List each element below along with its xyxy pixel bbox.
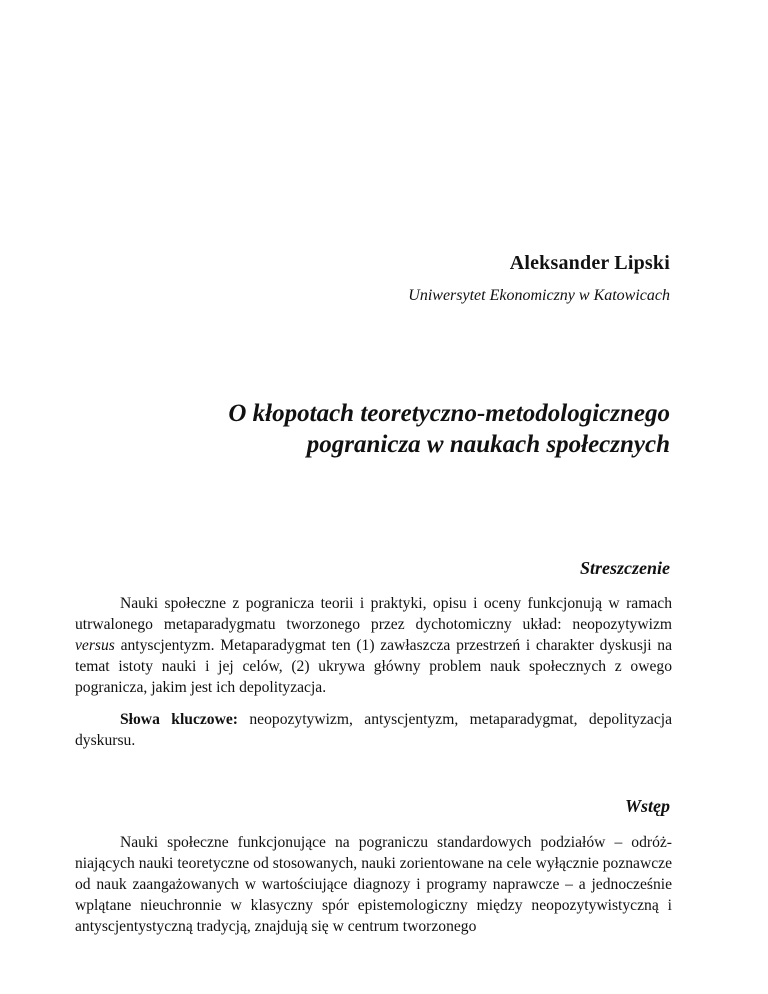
paper-title — [110, 398, 670, 460]
title-line-2: pogranicza w naukach społecznych — [306, 431, 670, 458]
title-line-1: O kłopotach teoretyczno-metodologicznego — [228, 400, 670, 427]
abstract-text-italic: versus — [75, 637, 115, 654]
abstract-text-part-1: Nauki społeczne z pogranicza teorii i praktyki, opisu i oceny funkcjonują w ramach utrwalonego metaparadygmatu tworzonego przez dychotomiczny układ: neopozytywizm — [75, 595, 672, 633]
abstract-heading: Streszczenie — [580, 558, 670, 578]
keywords-paragraph — [75, 709, 672, 751]
author-name: Aleksander Lipski — [509, 252, 670, 274]
keywords-label: Słowa kluczowe: — [120, 711, 238, 728]
intro-paragraph: Nauki społeczne funkcjonujące na pograniczu standardowych podziałów – odróżniających nauki teoretyczne od stosowanych, nauki zorientowane na cele wyłącznie poznawcze od nauk zaangażowanych w wartościujące diagnozy i programy naprawcze – a jednocześnie wplątane nieuchronnie w klasyczny spór epistemologiczny między neopozytywistyczną i antyscjentystyczną tradycją, znajdują się w centrum tworzonego — [75, 834, 672, 935]
author-affiliation: Uniwersytet Ekonomiczny w Katowicach — [408, 287, 670, 304]
abstract-paragraph — [75, 593, 672, 698]
abstract-text-part-2: antyscjentyzm. Metaparadygmat ten (1) zawłaszcza przestrzeń i charakter dyskusji na temat istoty nauki i jej celów, (2) ukrywa główny problem nauk społecznych z owego pogranicza, jakim jest ich depolityzacja. — [75, 637, 672, 696]
intro-heading: Wstęp — [625, 796, 670, 816]
keywords-text: neopozytywizm, antyscjentyzm, metaparadygmat, depolityzacja dyskursu. — [75, 711, 672, 749]
